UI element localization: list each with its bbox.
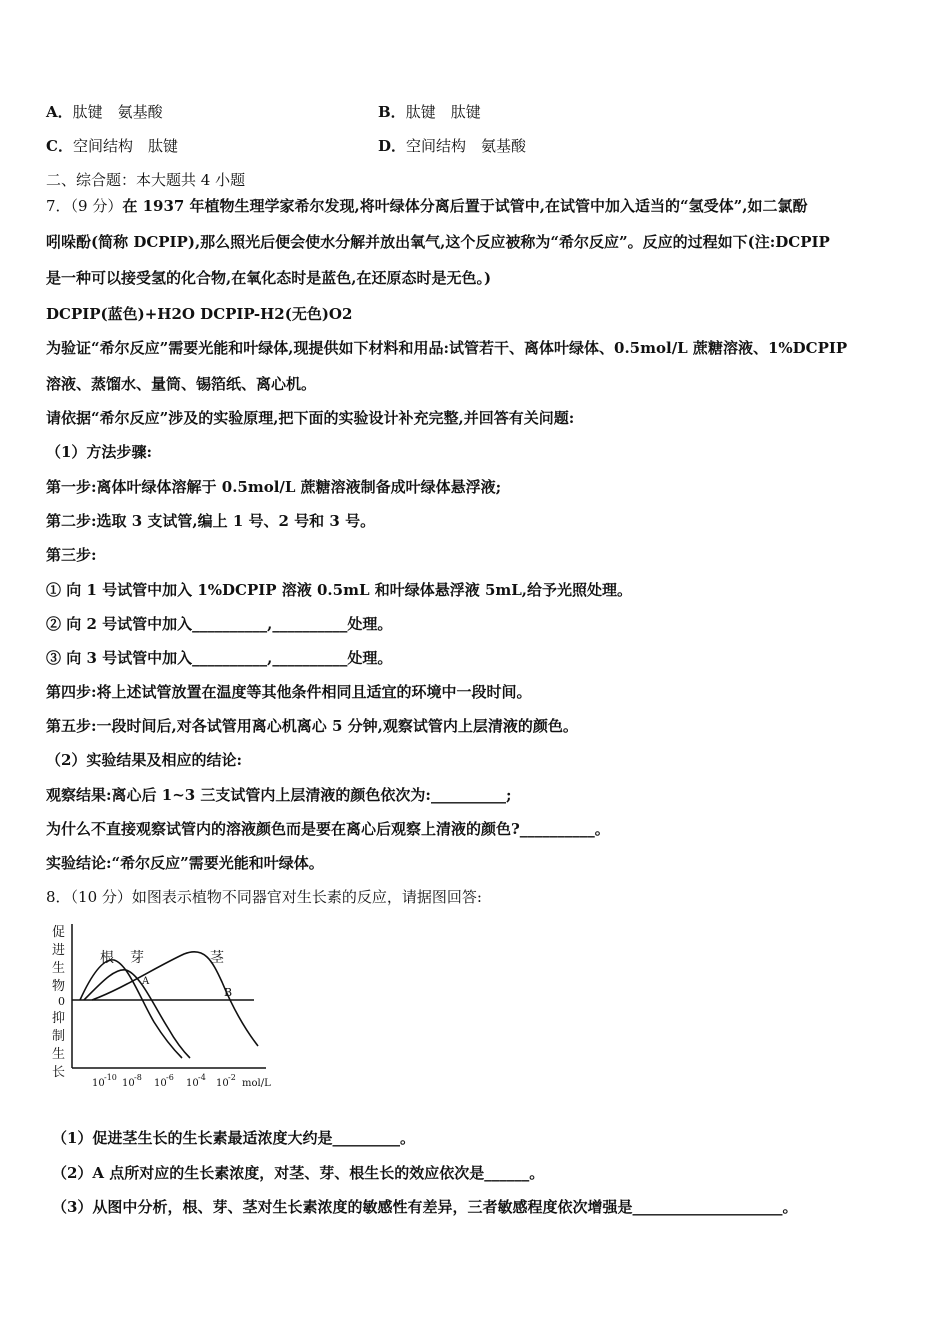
x-tick-1 [92, 1073, 117, 1089]
x-unit: mol/L [242, 1078, 271, 1089]
q7-step3-2: ② 向 2 号试管中加入__________,__________处理。 [46, 615, 393, 633]
q8-sub3: （3）从图中分析，根、芽、茎对生长素浓度的敏感性有差异，三者敏感程度依次增强是____________________。 [52, 1198, 798, 1216]
y-label-bottom-4: 长 [52, 1065, 66, 1080]
option-b-text: 肽键 肽键 [405, 103, 481, 121]
root-curve [80, 960, 182, 1058]
q7-line7: 请依据“希尔反应”涉及的实验原理,把下面的实验设计补充完整,并回答有关问题: [46, 409, 575, 427]
q7-step2: 第二步:选取 3 支试管,编上 1 号、2 号和 3 号。 [46, 512, 376, 530]
x-tick-4 [186, 1073, 206, 1089]
x-tick-2 [122, 1073, 142, 1089]
stem-label: 茎 [210, 950, 224, 966]
q7-equation: DCPIP(蓝色)+H2O DCPIP-H2(无色)O2 [46, 305, 353, 323]
root-label: 根 [100, 950, 114, 966]
option-d-text: 空间结构 氨基酸 [406, 137, 527, 155]
stem-curve [92, 952, 258, 1046]
q7-number: 7．（9 分） [46, 197, 123, 215]
q8-intro: 如图表示植物不同器官对生长素的反应，请据图回答: [131, 888, 482, 906]
svg-text:10: 10 [92, 1078, 105, 1089]
q7-line6: 溶液、蒸馏水、量筒、锡箔纸、离心机。 [46, 375, 317, 393]
y-label-top-1: 促 [52, 925, 66, 940]
svg-text:-6: -6 [166, 1073, 174, 1082]
y-zero-label: 0 [58, 995, 65, 1008]
q7-conclusion: 实验结论:“希尔反应”需要光能和叶绿体。 [46, 854, 324, 872]
q7-step5: 第五步:一段时间后,对各试管用离心机离心 5 分钟,观察试管内上层清液的颜色。 [46, 717, 578, 735]
q7-step4: 第四步:将上述试管放置在温度等其他条件相同且适宜的环境中一段时间。 [46, 683, 532, 701]
y-label-top-3: 生 [52, 961, 66, 976]
q7-step1: 第一步:离体叶绿体溶解于 0.5mol/L 蔗糖溶液制备成叶绿体悬浮液; [46, 478, 502, 496]
x-tick-3 [154, 1073, 174, 1089]
q8-line1 [46, 887, 482, 907]
q7-text-1: 在 1937 年植物生理学家希尔发现,将叶绿体分离后置于试管中,在试管中加入适当的“氢受体”,如二氯酚 [122, 197, 808, 215]
svg-text:-8: -8 [134, 1073, 142, 1082]
q8-sub2: （2）A 点所对应的生长素浓度，对茎、芽、根生长的效应依次是______。 [52, 1164, 545, 1182]
option-c [46, 136, 178, 156]
q7-line1 [46, 196, 807, 216]
svg-text:10: 10 [186, 1078, 199, 1089]
q7-line2: 吲哚酚(简称 DCPIP),那么照光后便会使水分解并放出氧气,这个反应被称为“希尔反应”。反应的过程如下(注:DCPIP [46, 233, 830, 251]
option-d [378, 136, 526, 156]
svg-text:-10: -10 [104, 1073, 117, 1082]
point-a-label: A [142, 976, 150, 987]
option-a-text: 肽键 氨基酸 [72, 103, 163, 121]
x-tick-5 [216, 1073, 236, 1089]
y-label-bottom-3: 生 [52, 1047, 66, 1062]
q7-step3: 第三步: [46, 546, 97, 564]
y-label-top-4: 物 [52, 979, 66, 994]
q7-line5: 为验证“希尔反应”需要光能和叶绿体,现提供如下材料和用品:试管若干、离体叶绿体、0.5mol/L 蔗糖溶液、1%DCPIP [46, 339, 848, 357]
bud-label: 芽 [130, 950, 144, 966]
y-label-bottom-2: 制 [52, 1029, 66, 1044]
q7-result: 观察结果:离心后 1~3 三支试管内上层清液的颜色依次为:__________; [46, 786, 512, 804]
svg-text:10: 10 [216, 1078, 229, 1089]
q7-why: 为什么不直接观察试管内的溶液颜色而是要在离心后观察上清液的颜色?__________。 [46, 820, 610, 838]
option-c-key: C． [46, 137, 73, 155]
q7-line3: 是一种可以接受氢的化合物,在氧化态时是蓝色,在还原态时是无色。) [46, 269, 492, 287]
option-a-key: A． [46, 103, 73, 121]
q7-sub2: （2）实验结果及相应的结论: [46, 751, 242, 769]
svg-text:-2: -2 [228, 1073, 236, 1082]
point-b-label: B [224, 986, 233, 999]
q7-step3-1: ① 向 1 号试管中加入 1%DCPIP 溶液 0.5mL 和叶绿体悬浮液 5mL,给予光照处理。 [46, 581, 633, 599]
svg-text:10: 10 [122, 1078, 135, 1089]
option-b-key: B． [378, 103, 406, 121]
svg-text:-4: -4 [198, 1073, 206, 1082]
q7-step3-3: ③ 向 3 号试管中加入__________,__________处理。 [46, 649, 393, 667]
svg-text:10: 10 [154, 1078, 167, 1089]
option-d-key: D． [378, 137, 407, 155]
option-b [378, 102, 481, 122]
option-c-text: 空间结构 肽键 [72, 137, 178, 155]
q8-sub1: （1）促进茎生长的生长素最适浓度大约是_________。 [52, 1129, 415, 1147]
bud-curve [84, 970, 190, 1058]
section-title: 二、综合题：本大题共 4 小题 [46, 171, 246, 189]
q8-number: 8．（10 分） [46, 888, 132, 906]
option-a [46, 102, 163, 122]
auxin-response-graph [44, 918, 284, 1098]
q7-sub1: （1）方法步骤: [46, 443, 152, 461]
y-label-top-2: 进 [52, 943, 66, 958]
y-label-bottom-1: 抑 [52, 1011, 66, 1026]
